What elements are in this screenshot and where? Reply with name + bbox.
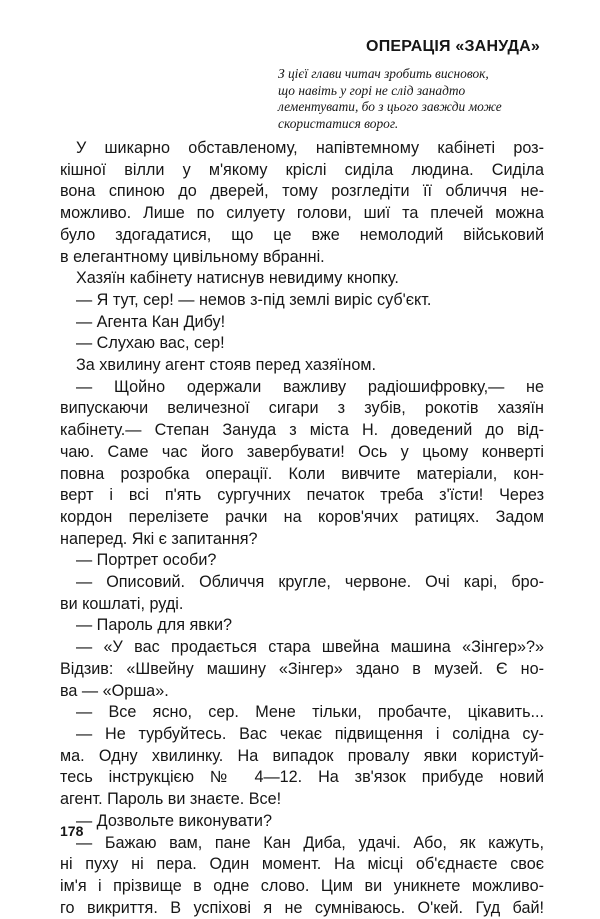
paragraph-first-line: — Щойно одержали важливу радіошифровку,— не xyxy=(76,377,544,396)
body-text xyxy=(60,138,544,919)
chapter-title: ОПЕРАЦІЯ «ЗАНУДА» xyxy=(366,38,540,55)
text-line: го викриття. В успіхові я не сумніваюсь. О'кей. Гуд бай! xyxy=(60,898,544,917)
paragraph-first-line: За хвилину агент стояв перед хазяїном. xyxy=(76,356,376,375)
text-line: можливо. Лише по силуету голови, шиї та плечей можна xyxy=(60,204,544,223)
text-line: було здогадатися, що це вже немолодий військовий xyxy=(60,225,544,244)
text-line: верт і всі п'ять сургучних печаток треба з'їсти! Через xyxy=(60,486,544,505)
text-line: в елегантному цивільному вбранні. xyxy=(60,247,325,266)
text-line: ім'я і прізвище в одне слово. Цим ви уникнете можливо- xyxy=(60,876,544,895)
text-line: чаю. Саме час його завербувати! Ось у цьому конверті xyxy=(60,442,544,461)
paragraph-first-line: У шикарно обставленому, напівтемному кабінеті роз- xyxy=(76,139,544,157)
text-line: наперед. Які є запитання? xyxy=(60,529,258,548)
paragraph-first-line: — «У вас продається стара швейна машина «Зінгер»?» xyxy=(76,638,544,657)
paragraph-first-line: Хазяїн кабінету натиснув невидиму кнопку. xyxy=(76,269,399,288)
text-line: ні пуху ні пера. Один момент. На місці об'єднаєте своє xyxy=(60,855,544,874)
epigraph-line: скористатися ворог. xyxy=(278,115,399,131)
text-line: випускаючи величезної сигари з зубів, рокотів хазяїн xyxy=(60,399,544,418)
epigraph-line: З цієї глави читач зробить висновок, xyxy=(278,66,489,81)
text-line: повна розробка операції. Коли вивчите матеріали, кон- xyxy=(60,464,544,483)
paragraph-first-line: — Не турбуйтесь. Вас чекає підвищення і солідна су- xyxy=(76,724,544,743)
paragraph-first-line: — Агента Кан Дибу! xyxy=(76,312,226,331)
text-line: вона спиною до дверей, тому розгледіти її обличчя не- xyxy=(60,182,544,201)
text-line: агент. Пароль ви знаєте. Все! xyxy=(60,790,282,809)
paragraph-first-line: — Бажаю вам, пане Кан Диба, удачі. Або, як кажуть, xyxy=(76,833,544,852)
paragraph-first-line: — Портрет особи? xyxy=(76,551,217,570)
page-number: 178 xyxy=(60,823,84,839)
text-line: кабінету.— Степан Зануда з міста Н. доведений до від- xyxy=(60,421,544,440)
text-line: ма. Одну хвилинку. На випадок провалу явки користуй- xyxy=(60,746,544,765)
paragraph-first-line: — Описовий. Обличчя кругле, червоне. Очі карі, бро- xyxy=(76,573,544,592)
paragraph-first-line: — Дозвольте виконувати? xyxy=(76,811,272,830)
text-line: кордон перелізете рачки на коров'ячих ратицях. Задом xyxy=(60,507,544,526)
paragraph-first-line: — Слухаю вас, сер! xyxy=(76,334,225,353)
text-line: Відзив: «Швейну машину «Зінгер» здано в музей. Є но- xyxy=(60,659,544,678)
paragraph-first-line: — Я тут, сер! — немов з-під землі виріс суб'єкт. xyxy=(76,290,432,309)
epigraph-line: лементувати, бо з цього завжди може xyxy=(278,99,502,115)
text-line: тесь інструкцією № 4—12. На зв'язок прибуде новий xyxy=(60,768,544,787)
text-line: ва — «Орша». xyxy=(60,681,169,700)
paragraph-first-line: — Пароль для явки? xyxy=(76,616,232,635)
epigraph-line: що навіть у горі не слід занадто xyxy=(278,82,466,98)
epigraph xyxy=(278,66,548,132)
text-line: кішної вілли у м'якому кріслі сиділа людина. Сиділа xyxy=(60,160,544,179)
text-line: ви кошлаті, руді. xyxy=(60,594,184,613)
paragraph-first-line: — Все ясно, сер. Мене тільки, пробачте, цікавить... xyxy=(76,703,544,722)
